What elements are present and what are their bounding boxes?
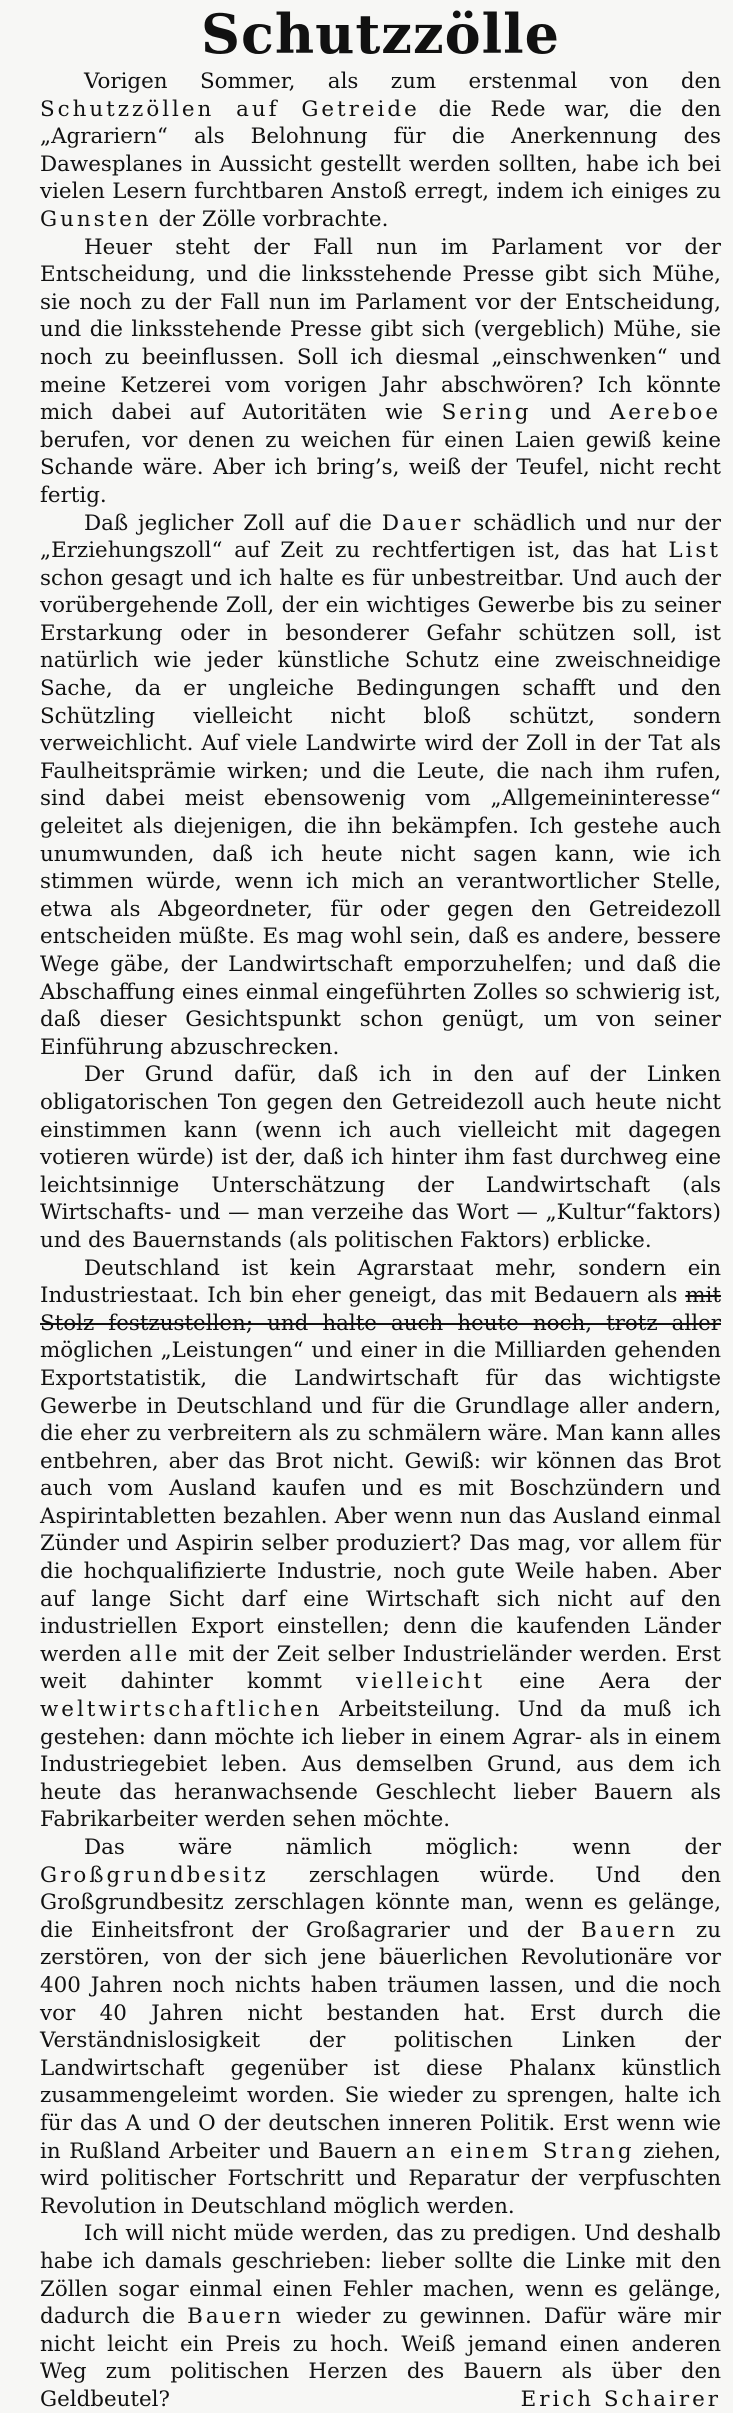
spaced-text: Bauern (581, 1917, 679, 1943)
spaced-text: Sering (441, 400, 532, 426)
spaced-text: Bauern (187, 2304, 285, 2330)
spaced-text: Aereboe (609, 400, 721, 426)
spaced-text: List (668, 538, 721, 564)
article-title: Schutzzölle (200, 2, 561, 66)
struck-text: mit Stolz festzustellen; und halte auch heute noch, trotz aller (40, 1283, 721, 1336)
spaced-text: vielleicht (356, 1669, 486, 1695)
spaced-text: Gunsten (40, 206, 152, 232)
paragraph-5: Deutschland ist kein Agrarstaat mehr, sondern ein Industriestaat. Ich bin eher geneigt, das mit Bedauern als mit Stolz festzustellen; und halte auch heute noch, trotz aller möglichen „Leistungen“ und einer in die Milliarden gehenden Exportstatistik, die Landwirtschaft für das wichtigste Gewerbe in Deutschland und für die Grundlage aller andern, die eher zu verbreitern als zu schmälern wäre. Man kann alles entbehren, aber das Brot nicht. Gewiß: wir können das Brot auch vom Ausland kaufen und es mit Boschzündern und Aspirintabletten bezahlen. Aber wenn nun das Ausland einmal Zünder und Aspirin selber produziert? Das mag, vor allem für die hochqualifizierte Industrie, noch gute Weile haben. Aber auf lange Sicht darf eine Wirtschaft sich nicht auf den industriellen Export einstellen; denn die kaufenden Länder werden alle mit der Zeit selber Industrieländer werden. Erst weit dahinter kommt vielleicht eine Aera der weltwirtschaftlichen Arbeitsteilung. Und da muß ich gestehen: dann möchte ich lieber in einem Agrar- als in einem Industriegebiet leben. Aus demselben Grund, aus dem ich heute das heranwachsende Geschlecht lieber Bauern als Fabrikarbeiter werden sehen möchte. (40, 1255, 721, 1833)
paragraph-2: Heuer steht der Fall nun im Parlament vor der Entscheidung, und die linksstehende Presse gibt sich Mühe, sie noch zu der Fall nun im Parlament vor der Entscheidung, und die linksstehende Presse gibt sich (vergeblich) Mühe, sie noch zu beeinflussen. Soll ich diesmal „einschwenken“ und meine Ketzerei vom vorigen Jahr abschwören? Ich könnte mich dabei auf Autoritäten wie Sering und Aereboe berufen, vor denen zu weichen für einen Laien gewiß keine Schande wäre. Aber ich bring’s, weiß der Teufel, nicht recht fertig. (40, 234, 721, 508)
paragraph-1: Vorigen Sommer, als zum erstenmal von den Schutzzöllen auf Getreide die Rede war, die den „Agrariern“ als Belohnung für die Anerkennung des Dawesplanes in Aussicht gestellt werden sollten, habe ich bei vielen Lesern furchtbaren Anstoß erregt, indem ich einiges zu Gunsten der Zölle vorbrachte. (40, 69, 721, 232)
paragraph-3: Daß jeglicher Zoll auf die Dauer schädlich und nur der „Erziehungszoll“ auf Zeit zu rechtfertigen ist, das hat List schon gesagt und ich halte es für unbestreitbar. Und auch der vorübergehende Zoll, der ein wichtiges Gewerbe bis zu seiner Erstarkung oder in besonderer Gefahr schützen soll, ist natürlich wie jeder künstliche Schutz eine zweischneidige Sache, da er ungleiche Bedingungen schafft und den Schützling vielleicht nicht bloß schützt, sondern verweichlicht. Auf viele Landwirte wird der Zoll in der Tat als Faulheitsprämie wirken; und die Leute, die nach ihm rufen, sind dabei meist ebensowenig vom „Allgemeininteresse“ geleitet als diejenigen, die ihn bekämpfen. Ich gestehe auch unumwunden, daß ich heute nicht sagen kann, wie ich stimmen würde, wenn ich mich an verantwortlicher Stelle, etwa als Abgeordneter, für oder gegen den Getreidezoll entscheiden müßte. Es mag wohl sein, daß es andere, bessere Wege gäbe, der Landwirtschaft emporzuhelfen; und daß die Abschaffung eines einmal eingeführten Zolles so schwierig ist, daß dieser Gesichtspunkt schon genügt, um von seiner Einführung abzuschrecken. (40, 510, 722, 1060)
spaced-text: alle (129, 1641, 181, 1667)
spaced-text: weltwirtschaftlichen (40, 1697, 323, 1723)
spaced-text: Großgrundbesitz (40, 1862, 269, 1888)
paragraph-7: Ich will nicht müde werden, das zu predigen. Und deshalb habe ich damals geschrieben: lieber sollte die Linke mit den Zöllen sogar einmal einen Fehler machen, wenn es gelänge, dadurch die Bauern wieder zu gewinnen. Dafür wäre mir nicht leicht ein Preis zu hoch. Weiß jemand einen anderen Weg zum politischen Herzen des Bauern als über den Geldbeutel? Erich Schairer (40, 2221, 721, 2412)
spaced-text: an einem Strang (405, 2138, 635, 2164)
author-signature: Erich Schairer (520, 2386, 721, 2412)
spaced-text: Dauer (381, 510, 464, 536)
paragraph-4: Der Grund dafür, daß ich in den auf der Linken obligatorischen Ton gegen den Getreidezoll auch heute nicht einstimmen kann (wenn ich auch vielleicht mit dagegen votieren würde) ist der, daß ich hinter ihm fast durchweg eine leichtsinnige Unterschätzung der Landwirtschaft (als Wirtschafts- und — man verzeihe das Wort — „Kultur“faktors) und des Bauernstands (als politischen Faktors) erblicke. (40, 1062, 721, 1253)
paragraph-6: Das wäre nämlich möglich: wenn der Großgrundbesitz zerschlagen würde. Und den Großgrundbesitz zerschlagen könnte man, wenn es gelänge, die Einheitsfront der Großagrarier und der Bauern zu zerstören, von der sich jene bäuerlichen Revolutionäre vor 400 Jahren noch nichts haben träumen lassen, und die noch vor 40 Jahren nicht bestanden hat. Erst durch die Verständnislosigkeit der politischen Linken der Landwirtschaft gegenüber ist diese Phalanx künstlich zusammengeleimt worden. Sie wieder zu sprengen, halte ich für das A und O der deutschen inneren Politik. Erst wenn wie in Rußland Arbeiter und Bauern an einem Strang ziehen, wird politischer Fortschritt und Reparatur der verpfuschten Revolution in Deutschland möglich werden. (40, 1835, 721, 2219)
spaced-text: Schutzzöllen auf Getreide (40, 96, 420, 122)
